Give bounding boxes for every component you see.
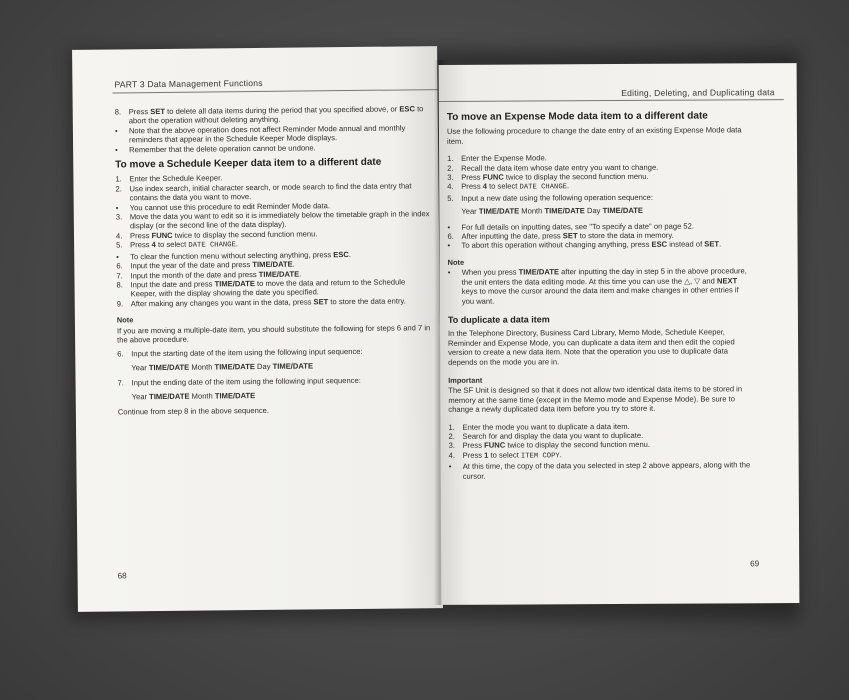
left-page-header: PART 3 Data Management Functions (114, 77, 263, 90)
left-step-item-text: To clear the function menu without selecting anything, press ESC. (130, 249, 352, 262)
right-s1-step-item-text: Recall the data item whose date entry you want to change. (461, 162, 659, 173)
left-page-content (115, 104, 433, 417)
step-number: 7. (116, 270, 123, 280)
left-top-item (115, 142, 430, 155)
right-section1-more (447, 221, 752, 251)
right-s2-step-item-text: Press FUNC twice to display the second function menu. (462, 440, 651, 451)
step-number: 4. (115, 231, 123, 241)
right-header-rule (439, 99, 784, 102)
right-s1-more-item (448, 240, 753, 251)
step-number: 2. (447, 163, 454, 173)
right-s2-step-item-text: Enter the mode you want to duplicate a data item. (462, 421, 630, 432)
step-number: 2. (115, 184, 122, 194)
right-section1-intro: Use the following procedure to change the date entry of an existing Expense Mode data item. (446, 125, 742, 146)
left-note-step-item (118, 375, 433, 388)
right-note-text: When you press TIME/DATE after inputting the day in step 5 in the above procedure, the unit enters the data editing mode. At this time you can use the △, ▽ and NEXT keys to move the cursor around the data item and make changes in other entries if you want. (461, 266, 747, 306)
step-number: 1. (115, 174, 122, 184)
right-note-item (448, 267, 753, 306)
step-number: 5. (447, 193, 454, 203)
left-step-item-text: Press FUNC twice to display the second function menu. (129, 229, 318, 241)
right-s1-step-item (447, 192, 752, 203)
left-note-title: Note (116, 315, 134, 325)
left-step-item-text: Input the year of the date and press TIME/DATE. (130, 259, 295, 271)
right-s1-step-item-text: Press FUNC twice to display the second function menu. (461, 171, 649, 182)
right-page-number: 69 (750, 559, 760, 569)
step-number: 3. (448, 441, 455, 451)
right-section2-title: To duplicate a data item (447, 314, 550, 325)
right-s1-more-item-text: After inputting the date, press SET to store the data in memory. (461, 230, 674, 241)
left-step-item-text: Press 4 to select DATE CHANGE. (130, 239, 238, 251)
bullet-marker: • (447, 268, 451, 278)
right-s2-step-item-text: Search for and display the data you want to duplicate. (462, 430, 644, 441)
left-page (72, 46, 443, 612)
left-note-steps (117, 347, 433, 402)
left-continue-text: Continue from step 8 in the above sequence. (117, 405, 270, 417)
right-section1-steps (447, 153, 752, 204)
bullet-marker: • (447, 222, 451, 232)
right-section2-intro: In the Telephone Directory, Business Card Library, Memo Mode, Schedule Keeper, Reminder and Expense Mode, you can duplicate a data item and then edit the copied version to create a new data item. Note that the operation you use to duplicate data depends on the mode you are in. (447, 327, 735, 367)
step-number: 2. (448, 431, 455, 441)
left-step-item-text: After making any changes you want in the data, press SET to store the data entry. (130, 296, 406, 309)
step-number: 6. (447, 231, 454, 241)
left-top-items (115, 104, 430, 154)
bullet-marker: • (115, 145, 118, 155)
step-number: 3. (447, 172, 454, 182)
left-note-text: If you are moving a multiple-date item, you should substitute the following for steps 6 and 7 in the above procedure. (116, 322, 431, 345)
right-s2-step-item-text: At this time, the copy of the data you selected in step 2 above appears, along with the cursor. (462, 460, 751, 481)
left-step-item-text: Move the data you want to edit so it is immediately below the timetable graph in the index display (or the second line of the data display). (129, 209, 430, 231)
right-s1-more-item-text: To abort this operation without changing anything, press ESC instead of SET. (461, 239, 722, 251)
step-number: 4. (448, 450, 455, 460)
right-s1-step-item-text: Input a new date using the following operation sequence: (461, 192, 653, 203)
left-note-step-item-text: Input the ending date of the item using the following input sequence: (131, 376, 361, 388)
bullet-marker: • (448, 462, 452, 472)
right-important-text: The SF Unit is designed so that it does not allow two identical data items to be stored in memory at the same time (except in the Memo mode and Expense Mode). Be sure to change a newly duplicated data item before you try to store it. (448, 384, 743, 415)
right-section1-sequence: Year TIME/DATE Month TIME/DATE Day TIME/DATE (461, 206, 643, 217)
left-top-item-text: Remember that the delete operation cannot be undone. (129, 143, 316, 154)
left-step-item-text: Enter the Schedule Keeper. (129, 173, 223, 184)
left-header-rule (113, 89, 438, 93)
left-top-item-text: Press SET to delete all data items during the period that you specified above, or ESC to abort the operation without deleting anything. (128, 104, 424, 126)
bullet-marker: • (115, 203, 119, 213)
right-section2-steps (448, 421, 753, 481)
step-number: 8. (116, 280, 123, 290)
left-page-number: 68 (117, 571, 127, 581)
left-step-item (117, 296, 432, 309)
right-page-content (447, 111, 754, 481)
step-number: 8. (114, 107, 122, 117)
right-s1-step-item-text: Press 4 to select DATE CHANGE. (461, 181, 570, 192)
right-section1-title: To move an Expense Mode data item to a different date (446, 110, 708, 123)
step-number: 5. (116, 240, 123, 250)
step-number: 6. (116, 261, 123, 271)
left-note-step-item-text: Input the starting date of the item using the following input sequence: (131, 347, 363, 359)
bullet-marker: • (116, 252, 119, 262)
left-step-item-text: Use index search, initial character search, or mode search to find the data entry that contains the data you want to move. (129, 181, 412, 203)
left-steps-list (115, 172, 431, 309)
left-note-step-item (117, 347, 432, 360)
step-number: 3. (115, 212, 123, 222)
step-number: 6. (117, 349, 124, 359)
right-s1-step-item-text: Enter the Expense Mode. (461, 153, 547, 164)
bullet-marker: • (447, 241, 451, 251)
step-number: 7. (117, 378, 124, 388)
step-number: 4. (447, 182, 454, 192)
left-note-step-sequence: Year TIME/DATE Month TIME/DATE (131, 390, 256, 401)
step-number: 1. (448, 422, 455, 432)
right-s2-step-item-text: Press 1 to select ITEM COPY. (462, 450, 562, 461)
left-step-item-text: You cannot use this procedure to edit Reminder Mode data. (129, 200, 331, 212)
right-page-header: Editing, Deleting, and Duplicating data (621, 87, 775, 98)
left-top-item-text: Note that the above operation does not affect Reminder Mode annual and monthly reminders that appear in the Schedule Keeper Mode displays. (128, 123, 406, 145)
right-page (439, 63, 800, 605)
left-step-item-text: Input the month of the date and press TIME/DATE. (130, 269, 302, 280)
right-important-title: Important (448, 375, 483, 385)
right-s1-more-item-text: For full details on inputting dates, see "To specify a date" on page 52. (461, 221, 694, 232)
step-number: 9. (116, 299, 124, 309)
right-note-title: Note (447, 257, 465, 267)
left-section-title: To move a Schedule Keeper data item to a different date (115, 156, 382, 171)
step-number: 1. (447, 154, 454, 164)
bullet-marker: • (114, 126, 118, 136)
left-step-item-text: Input the date and press TIME/DATE to move the data and return to the Schedule Keeper, with the display showing the date you specified. (130, 277, 406, 299)
right-s2-step-item (449, 460, 754, 480)
left-note-step-sequence: Year TIME/DATE Month TIME/DATE Day TIME/DATE (131, 361, 314, 373)
